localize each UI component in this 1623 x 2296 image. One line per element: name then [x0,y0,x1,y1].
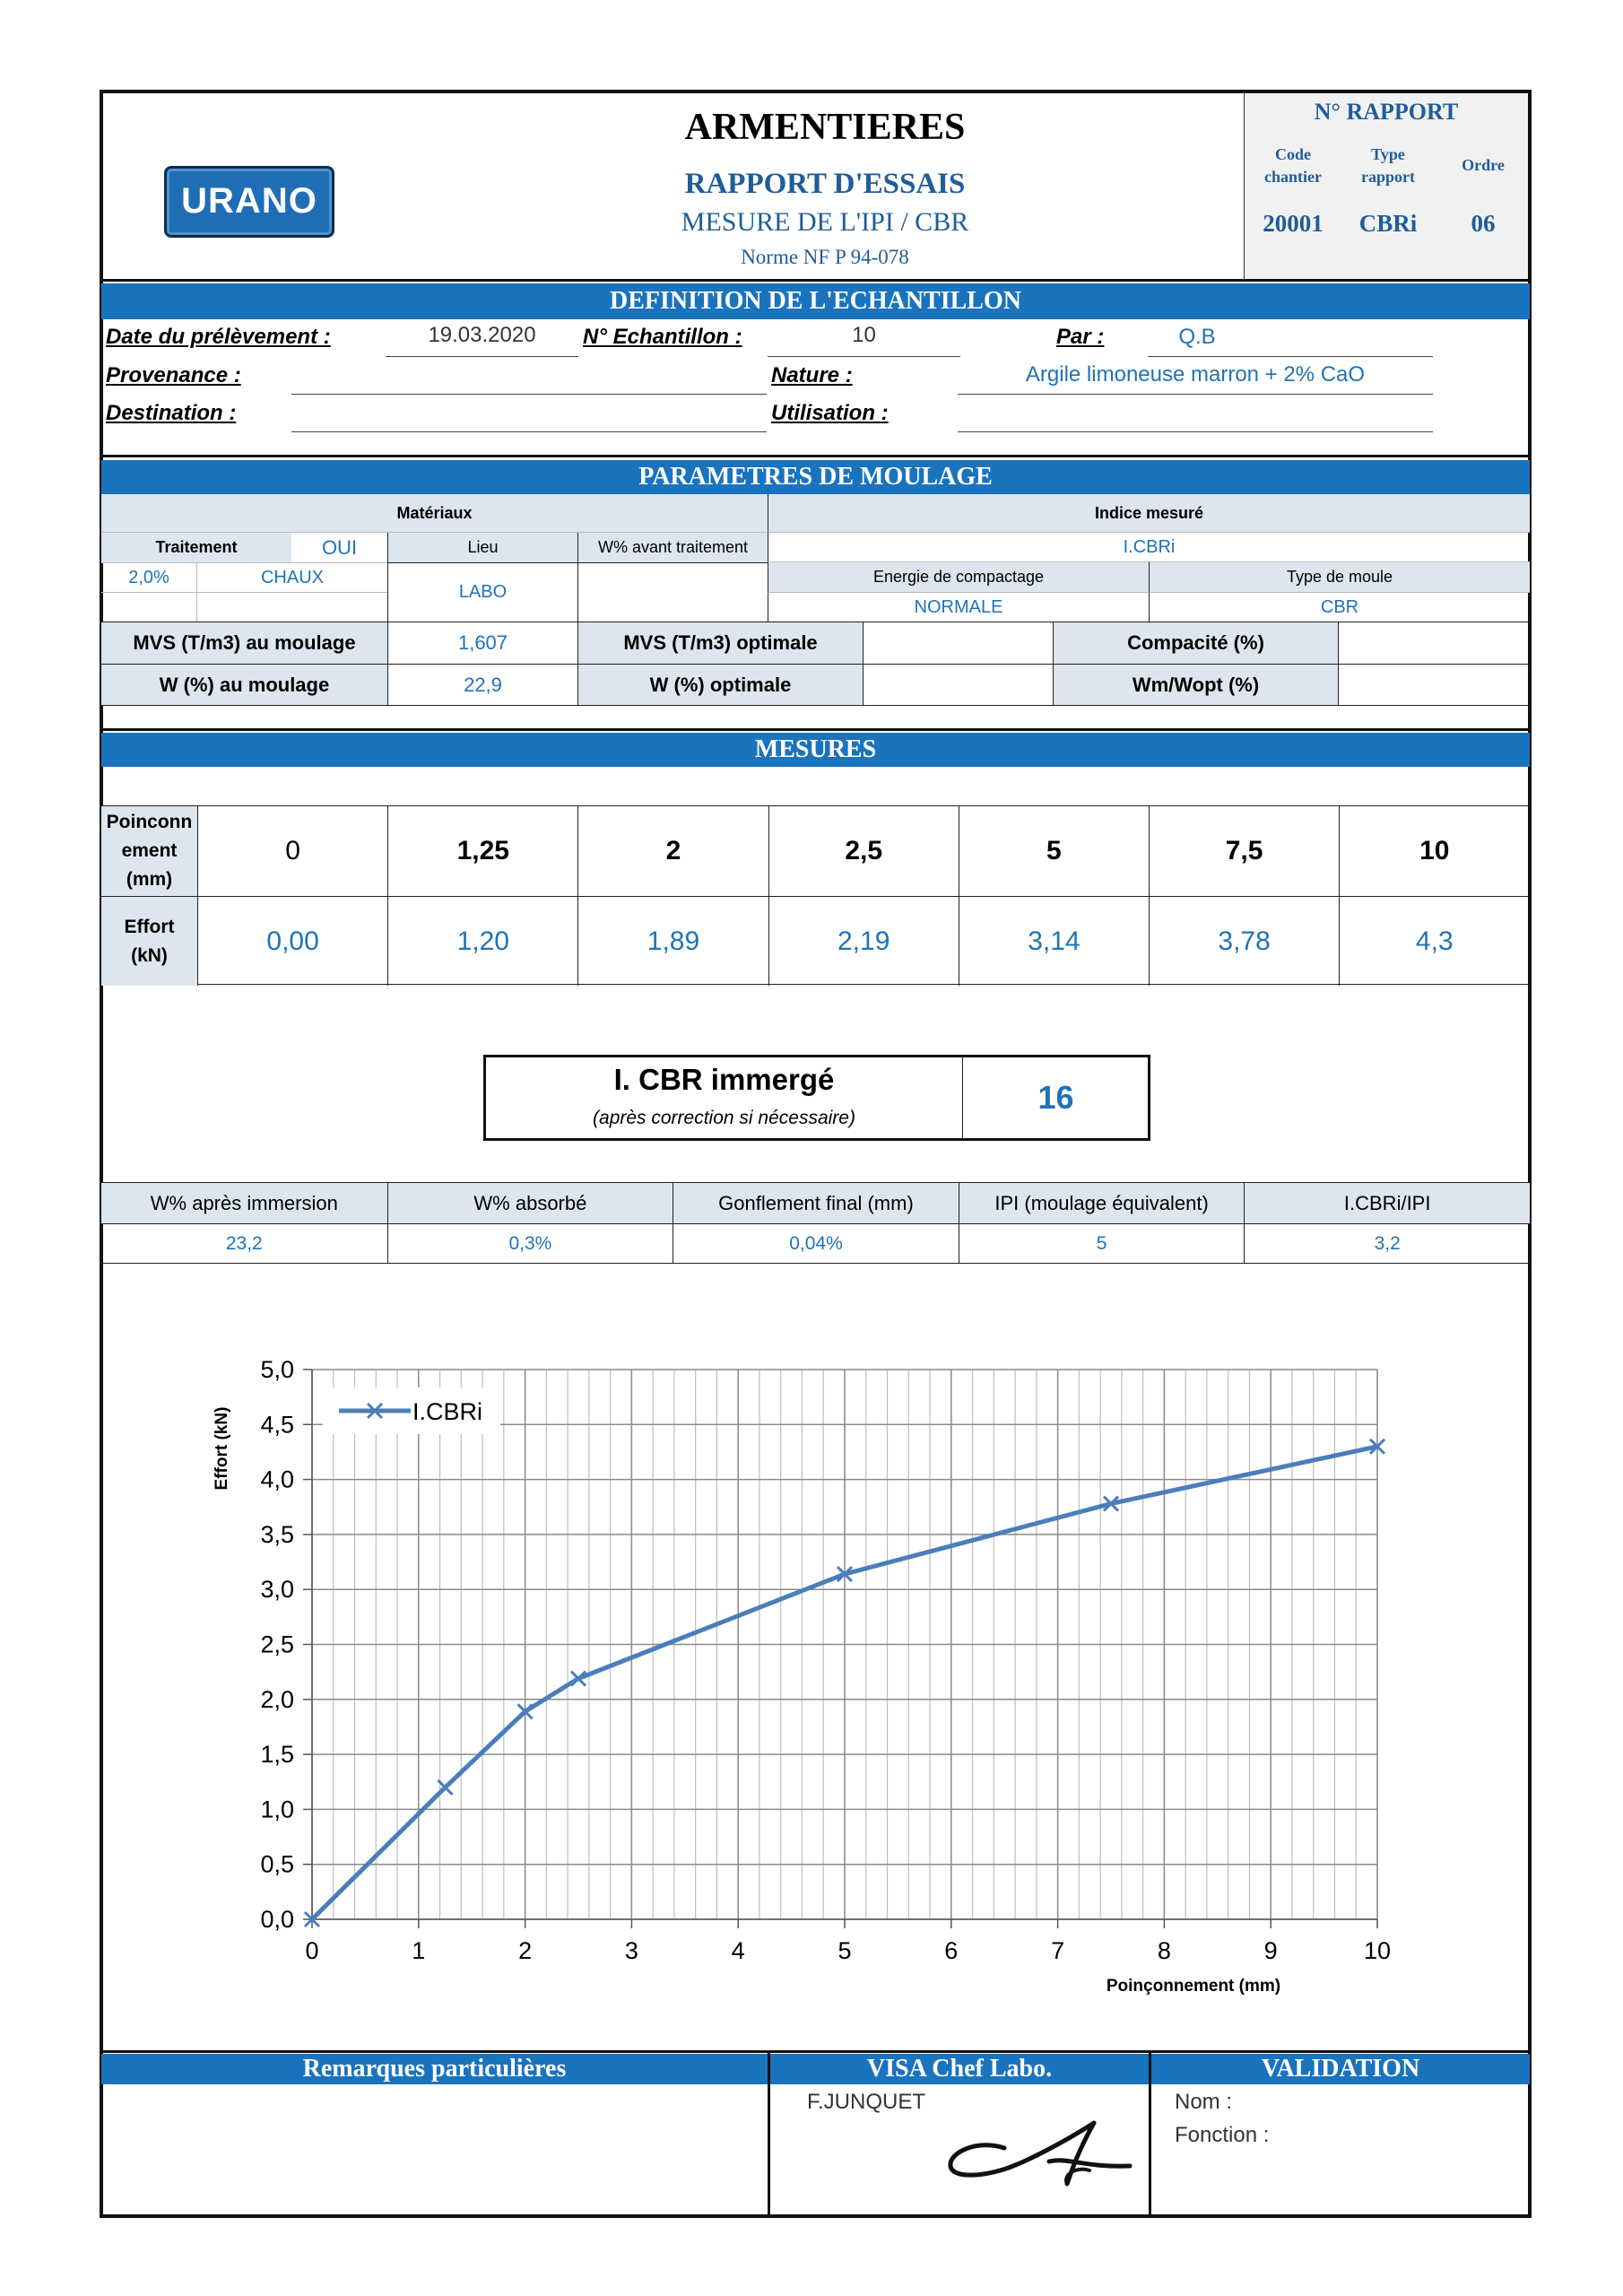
logo-text: URANO [181,181,317,221]
molding-divider [101,728,1530,731]
y-tick-label: 4,5 [260,1411,294,1439]
index-value: I.CBRi [768,533,1530,562]
binder-value: CHAUX [197,562,387,592]
date-value: 19.03.2020 [428,323,536,347]
code-label: Code chantier [1264,145,1322,186]
result-header: Gonflement final (mm) [673,1183,959,1223]
penetration-cell: 2 [577,806,768,896]
report-number-box [1244,93,1528,279]
order-label: Ordre [1462,156,1505,174]
report-title: RAPPORT D'ESSAIS [684,168,966,200]
result-value: 5 [959,1223,1245,1263]
mould-label: Type de moule [1149,562,1530,592]
penetration-cell: 5 [959,806,1149,896]
w-before-label: W% avant traitement [577,533,768,562]
cbr-box [483,1055,1150,1141]
site-title: ARMENTIERES [684,107,966,148]
y-tick-label: 1,0 [260,1796,294,1823]
by-value: Q.B [1178,325,1216,349]
remarks-title: Remarques particulières [101,2054,768,2084]
sample-divider [101,455,1530,457]
effort-cell: 2,19 [768,896,959,986]
usage-label: Utilisation : [771,401,889,425]
x-tick-label: 7 [1051,1937,1065,1964]
cbr-value: 16 [962,1057,1149,1138]
x-tick-label: 0 [305,1937,319,1964]
cbr-title: I. CBR immergé [613,1063,835,1096]
measures-section-title: MESURES [101,733,1530,767]
compacity-value [1338,622,1530,664]
sample-no-label: N° Echantillon : [583,325,742,349]
by-label: Par : [1056,325,1105,349]
y-tick-label: 5,0 [260,1356,294,1383]
legend-label: I.CBRi [412,1398,483,1425]
effort-cell: 1,89 [577,896,768,986]
cbr-chart [101,1318,1530,2018]
footer-vline-1 [768,2052,770,2218]
y-axis-label: Effort (kN) [213,1406,231,1491]
x-tick-label: 2 [518,1937,533,1964]
date-label: Date du prélèvement : [106,325,331,349]
result-value: 23,2 [101,1223,387,1263]
y-tick-label: 4,0 [260,1465,294,1493]
place-value: LABO [387,562,577,622]
x-tick-label: 10 [1363,1937,1392,1964]
visa-name: F.JUNQUET [807,2090,925,2114]
compacity-label: Compacité (%) [1053,622,1338,664]
destination-label: Destination : [106,401,237,425]
function-label: Fonction : [1175,2123,1270,2147]
w-opt-value [863,664,1053,706]
mvs-opt-label: MVS (T/m3) optimale [577,622,863,664]
footer-vline-2 [1149,2052,1151,2218]
result-header: W% après immersion [101,1183,387,1223]
molding-section-title: PARAMETRES DE MOULAGE [101,460,1530,494]
wm-label: Wm/Wopt (%) [1053,664,1338,706]
penetration-label: Poinconn ement (mm) [101,806,197,896]
type-value: CBRi [1358,210,1418,237]
origin-label: Provenance : [106,363,241,387]
report-number-title: N° RAPPORT [1314,99,1459,125]
type-label: Type rapport [1361,145,1415,186]
penetration-cell: 2,5 [768,806,959,896]
x-tick-label: 1 [412,1937,426,1964]
mvs-opt-value [863,622,1053,664]
y-tick-label: 3,5 [260,1520,294,1548]
x-tick-label: 4 [731,1937,745,1964]
index-header: Indice mesuré [768,494,1530,533]
sample-section-title: DEFINITION DE L'ECHANTILLON [101,283,1530,319]
visa-title: VISA Chef Labo. [770,2054,1149,2084]
sample-no-value: 10 [852,323,876,347]
mvs-label: MVS (T/m3) au moulage [101,622,387,664]
x-axis-label: Poinçonnement (mm) [1106,1977,1281,1996]
validation-title: VALIDATION [1151,2054,1530,2084]
measures-table [101,805,1530,985]
treatment-value: OUI [321,535,358,559]
order-value: 06 [1471,210,1496,237]
result-value: 0,3% [387,1223,673,1263]
results-table [101,1182,1530,1264]
penetration-cell: 0 [197,806,387,896]
w-value: 22,9 [387,664,577,706]
cbr-subtitle: (après correction si nécessaire) [593,1108,855,1128]
header-divider [101,279,1530,282]
y-tick-label: 1,5 [260,1741,294,1769]
name-label: Nom : [1175,2090,1233,2114]
dose-value: 2,0% [101,562,197,592]
result-header: IPI (moulage équivalent) [959,1183,1245,1223]
penetration-cell: 10 [1339,806,1529,896]
effort-cell: 3,14 [959,896,1149,986]
norm: Norme NF P 94-078 [741,246,909,268]
code-value: 20001 [1263,210,1324,237]
y-tick-label: 3,0 [260,1576,294,1604]
treatment-label: Traitement [101,533,291,562]
x-tick-label: 6 [944,1937,959,1964]
effort-cell: 0,00 [197,896,387,986]
y-tick-label: 2,0 [260,1685,294,1713]
test-name: MESURE DE L'IPI / CBR [681,207,969,237]
y-tick-label: 2,5 [260,1631,294,1658]
materials-header: Matériaux [101,494,768,533]
x-tick-label: 9 [1263,1937,1278,1964]
wm-value [1338,664,1530,706]
y-tick-label: 0,5 [260,1850,294,1878]
w-label: W (%) au moulage [101,664,387,706]
nature-value: Argile limoneuse marron + 2% CaO [1025,362,1366,387]
result-value: 0,04% [673,1223,959,1263]
energy-value: NORMALE [768,592,1149,622]
energy-label: Energie de compactage [768,562,1149,592]
logo [164,166,334,238]
w-opt-label: W (%) optimale [577,664,863,706]
x-tick-label: 3 [624,1937,638,1964]
place-label: Lieu [387,533,577,562]
result-header: I.CBRi/IPI [1244,1183,1530,1223]
y-tick-label: 0,0 [260,1906,294,1933]
effort-cell: 1,20 [387,896,577,986]
effort-label: Effort (kN) [101,896,197,986]
penetration-cell: 7,5 [1149,806,1339,896]
w-before-value [577,562,768,622]
x-tick-label: 5 [838,1937,852,1964]
mould-value: CBR [1149,592,1530,622]
effort-cell: 4,3 [1339,896,1529,986]
nature-label: Nature : [771,363,853,387]
result-value: 3,2 [1244,1223,1530,1263]
effort-cell: 3,78 [1149,896,1339,986]
footer-divider [101,2050,1530,2053]
penetration-cell: 1,25 [387,806,577,896]
signature [942,2112,1139,2193]
result-header: W% absorbé [387,1183,673,1223]
x-tick-label: 8 [1157,1937,1171,1964]
mvs-value: 1,607 [387,622,577,664]
